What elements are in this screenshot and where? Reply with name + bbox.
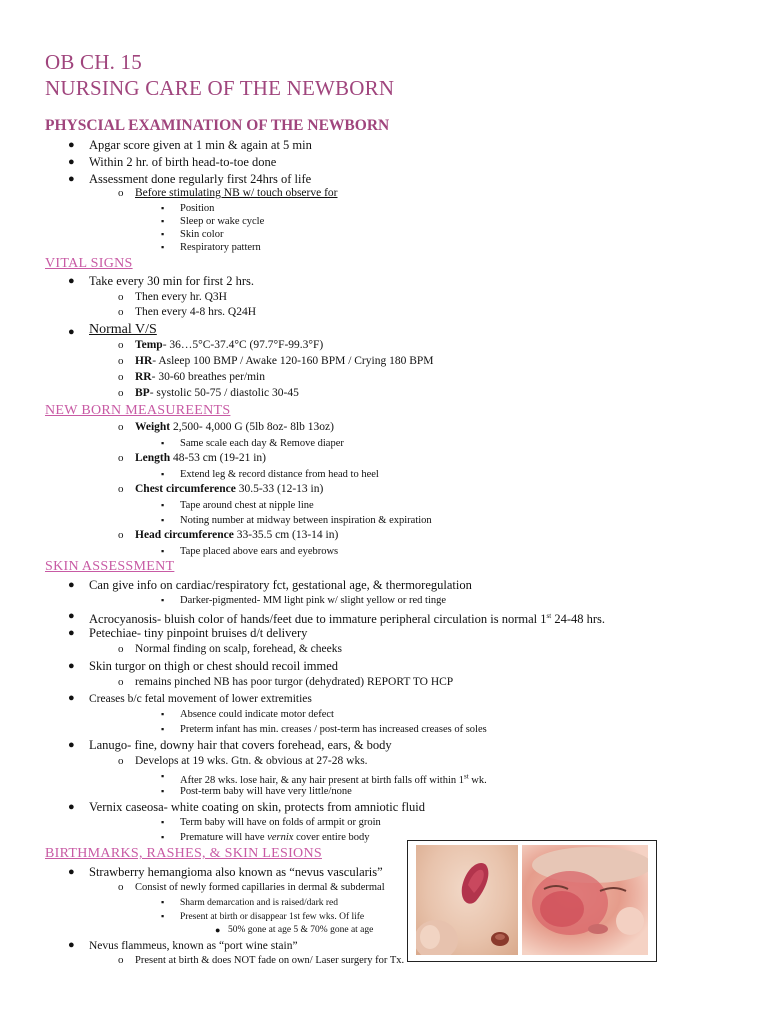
- list-item: ▪ Noting number at midway between inspiration & expiration: [161, 515, 432, 526]
- list-item: o Head circumference 33-35.5 cm (13-14 in): [118, 529, 339, 541]
- doc-title-line1: OB CH. 15: [45, 50, 142, 74]
- strawberry-hemangioma-photo: [416, 845, 518, 955]
- list-item: ▪ Sharm demarcation and is raised/dark red: [161, 897, 339, 908]
- circle-bullet-icon: o: [118, 954, 124, 966]
- list-item: ● Lanugo- fine, downy hair that covers forehead, ears, & body: [68, 738, 392, 752]
- list-item: ● Skin turgor on thigh or chest should recoil immed: [68, 659, 339, 673]
- list-item: o BP- systolic 50-75 / diastolic 30-45: [118, 387, 299, 399]
- square-bullet-icon: ▪: [161, 771, 165, 781]
- circle-bullet-icon: o: [118, 187, 124, 199]
- square-bullet-icon: ▪: [161, 203, 165, 213]
- bullet-icon: ●: [68, 275, 75, 287]
- port-wine-stain-photo: [522, 845, 648, 955]
- list-item: ▪ Preterm infant has min. creases / post-term has increased creases of soles: [161, 724, 487, 735]
- bullet-icon: ●: [68, 139, 75, 151]
- circle-bullet-icon: o: [118, 452, 124, 464]
- list-item: ▪ Same scale each day & Remove diaper: [161, 438, 344, 449]
- list-item: ▪ After 28 wks. lose hair, & any hair present at birth falls off within 1st wk.: [161, 771, 487, 786]
- list-item: o Present at birth & does NOT fade on own/ Laser surgery for Tx.: [118, 954, 405, 966]
- physical-exam-heading: PHYSCIAL EXAMINATION OF THE NEWBORN: [45, 117, 390, 134]
- bullet-icon: ●: [68, 692, 75, 704]
- circle-bullet-icon: o: [118, 755, 124, 767]
- birthmarks-heading: BIRTHMARKS, RASHES, & SKIN LESIONS: [45, 846, 322, 861]
- bullet-icon: ●: [68, 326, 75, 338]
- circle-bullet-icon: o: [118, 676, 124, 688]
- list-item: ● Within 2 hr. of birth head-to-toe done: [68, 155, 277, 169]
- bullet-icon: ●: [68, 739, 75, 751]
- circle-bullet-icon: o: [118, 291, 124, 303]
- list-item: o Chest circumference 30.5-33 (12-13 in): [118, 483, 324, 495]
- list-item: o Weight 2,500- 4,000 G (5lb 8oz- 8lb 13oz): [118, 421, 334, 433]
- measurements-heading: NEW BORN MEASUREENTS: [45, 403, 231, 418]
- list-item: ▪ Tape around chest at nipple line: [161, 500, 314, 511]
- list-item: o Length 48-53 cm (19-21 in): [118, 452, 266, 464]
- list-item: o Then every hr. Q3H: [118, 291, 227, 303]
- list-item: ● Nevus flammeus, known as “port wine stain”: [68, 939, 298, 952]
- circle-bullet-icon: o: [118, 643, 124, 655]
- circle-bullet-icon: o: [118, 421, 124, 433]
- list-item: ● Vernix caseosa- white coating on skin, protects from amniotic fluid: [68, 800, 426, 814]
- square-bullet-icon: ▪: [161, 515, 165, 525]
- list-item: ▪ Tape placed above ears and eyebrows: [161, 546, 339, 557]
- list-item: o Then every 4-8 hrs. Q24H: [118, 306, 257, 318]
- list-item: ● Apgar score given at 1 min & again at 5 min: [68, 138, 312, 152]
- list-item: ● Acrocyanosis- bluish color of hands/feet due to immature peripheral circulation is normal 1st 24-48 hrs.: [68, 610, 606, 627]
- list-item: ▪ Present at birth or disappear 1st few wks. Of life: [161, 911, 365, 922]
- list-item: ▪ Position: [161, 203, 215, 214]
- circle-bullet-icon: o: [118, 355, 124, 367]
- square-bullet-icon: ▪: [161, 229, 165, 239]
- bullet-icon: ●: [68, 627, 75, 639]
- list-item: ▪ Sleep or wake cycle: [161, 216, 265, 227]
- square-bullet-icon: ▪: [161, 595, 165, 605]
- list-item: o Before stimulating NB w/ touch observe for: [118, 187, 338, 199]
- list-item: ▪ Respiratory pattern: [161, 242, 261, 253]
- bullet-icon: ●: [68, 866, 75, 878]
- list-item: ● Petechiae- tiny pinpoint bruises d/t delivery: [68, 626, 308, 640]
- list-item: ● Can give info on cardiac/respiratory fct, gestational age, & thermoregulation: [68, 578, 472, 592]
- bullet-icon: ●: [68, 801, 75, 813]
- list-item: ● Assessment done regularly first 24hrs of life: [68, 172, 312, 186]
- list-item: o remains pinched NB has poor turgor (dehydrated) REPORT TO HCP: [118, 676, 454, 688]
- bullet-icon: ●: [215, 925, 221, 935]
- list-item: ▪ Darker-pigmented- MM light pink w/ slight yellow or red tinge: [161, 595, 447, 606]
- circle-bullet-icon: o: [118, 306, 124, 318]
- list-item: o Temp- 36…5°C-37.4°C (97.7°F-99.3°F): [118, 339, 324, 351]
- list-item: ● Take every 30 min for first 2 hrs.: [68, 274, 255, 288]
- doc-title-line2: NURSING CARE OF THE NEWBORN: [45, 76, 395, 100]
- list-item: ▪ Post-term baby will have very little/none: [161, 786, 352, 797]
- bullet-icon: ●: [68, 939, 75, 951]
- square-bullet-icon: ▪: [161, 897, 165, 907]
- bullet-icon: ●: [68, 610, 75, 622]
- vital-signs-heading: VITAL SIGNS: [45, 256, 133, 271]
- bullet-icon: ●: [68, 173, 75, 185]
- circle-bullet-icon: o: [118, 881, 124, 893]
- circle-bullet-icon: o: [118, 387, 124, 399]
- square-bullet-icon: ▪: [161, 546, 165, 556]
- circle-bullet-icon: o: [118, 483, 124, 495]
- list-item: ▪ Skin color: [161, 229, 224, 240]
- circle-bullet-icon: o: [118, 339, 124, 351]
- square-bullet-icon: ▪: [161, 216, 165, 226]
- bullet-icon: ●: [68, 579, 75, 591]
- square-bullet-icon: ▪: [161, 817, 165, 827]
- square-bullet-icon: ▪: [161, 724, 165, 734]
- list-item: ● Strawberry hemangioma also known as “nevus vascularis”: [68, 865, 383, 879]
- square-bullet-icon: ▪: [161, 438, 165, 448]
- list-item: o RR- 30-60 breathes per/min: [118, 371, 265, 383]
- square-bullet-icon: ▪: [161, 242, 165, 252]
- square-bullet-icon: ▪: [161, 832, 165, 842]
- list-item: ▪ Absence could indicate motor defect: [161, 709, 334, 720]
- list-item: o Normal finding on scalp, forehead, & cheeks: [118, 643, 342, 655]
- square-bullet-icon: ▪: [161, 911, 165, 921]
- list-item: ▪ Term baby will have on folds of armpit or groin: [161, 817, 381, 828]
- bullet-icon: ●: [68, 156, 75, 168]
- square-bullet-icon: ▪: [161, 500, 165, 510]
- list-item: o Develops at 19 wks. Gtn. & obvious at 27-28 wks.: [118, 755, 368, 767]
- list-item: ▪ Premature will have vernix cover entire body: [161, 832, 370, 843]
- list-item: ● Normal V/S: [68, 322, 157, 338]
- list-item: ● Creases b/c fetal movement of lower extremities: [68, 692, 312, 705]
- birthmark-photos: [407, 840, 657, 962]
- list-item: ▪ Extend leg & record distance from head to heel: [161, 469, 379, 480]
- list-item: ● 50% gone at age 5 & 70% gone at age: [215, 923, 373, 938]
- circle-bullet-icon: o: [118, 371, 124, 383]
- skin-assessment-heading: SKIN ASSESSMENT: [45, 559, 175, 574]
- list-item: o Consist of newly formed capillaries in dermal & subdermal: [118, 881, 385, 893]
- circle-bullet-icon: o: [118, 529, 124, 541]
- list-item: o HR- Asleep 100 BMP / Awake 120-160 BPM / Crying 180 BPM: [118, 355, 434, 367]
- square-bullet-icon: ▪: [161, 709, 165, 719]
- bullet-icon: ●: [68, 660, 75, 672]
- square-bullet-icon: ▪: [161, 469, 165, 479]
- square-bullet-icon: ▪: [161, 786, 165, 796]
